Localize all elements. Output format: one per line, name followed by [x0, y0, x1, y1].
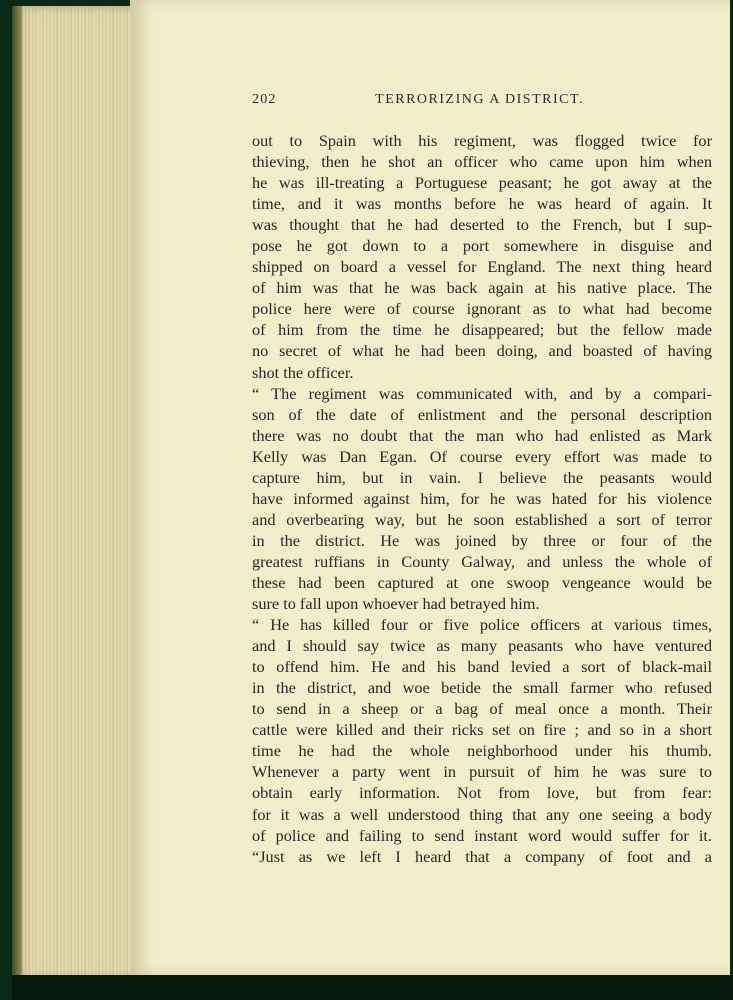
text-line: for it was a well understood thing that any one seeing a body	[252, 804, 712, 824]
text-line: was thought that he had deserted to the French, but I sup-	[252, 215, 712, 235]
text-line: pose he got down to a port somewhere in disguise and	[252, 236, 712, 256]
chapter-title: TERRORIZING A DISTRICT.	[375, 92, 584, 107]
text-line: he was ill-treating a Portuguese peasant; he got away at the	[252, 173, 712, 193]
page-number: 202	[252, 92, 277, 107]
text-line: greatest ruffians in County Galway, and unless the whole of	[252, 551, 712, 571]
page-edge-stack	[12, 6, 137, 978]
text-line: in the district. He was joined by three or four of the	[252, 530, 712, 550]
text-line: out to Spain with his regiment, was flogged twice for	[252, 131, 712, 150]
text-line: shipped on board a vessel for England. The next thing heard	[252, 257, 712, 277]
text-line: son of the date of enlistment and the personal description	[252, 404, 712, 424]
text-line: no secret of what he had been doing, and boasted of having	[252, 341, 712, 361]
text-line: of him was that he was back again at his native place. The	[252, 278, 712, 298]
running-head	[252, 92, 584, 114]
binding-shadow	[12, 6, 22, 978]
text-line: obtain early information. Not from love, but from fear:	[252, 783, 712, 803]
text-line: capture him, but in vain. I believe the peasants would	[252, 467, 712, 487]
body-text	[252, 130, 712, 867]
text-line: to offend him. He and his band levied a sort of black-mail	[252, 657, 712, 677]
text-line: thieving, then he shot an officer who came upon him when	[252, 152, 712, 172]
text-line: of him from the time he disappeared; but the fellow made	[252, 320, 712, 340]
text-line: of police and failing to send instant word would suffer for it.	[252, 825, 712, 845]
text-line: to send in a sheep or a bag of meal once a month. Their	[252, 699, 712, 719]
text-line: time he had the whole neighborhood under his thumb.	[252, 741, 712, 761]
bottom-shadow	[12, 975, 733, 1000]
text-line: sure to fall upon whoever had betrayed him.	[252, 594, 540, 614]
text-line: “ He has killed four or five police officers at various times,	[252, 615, 712, 635]
text-line: police here were of course ignorant as to what had become	[252, 299, 712, 319]
text-line: and overbearing way, but he soon established a sort of terror	[252, 509, 712, 529]
text-line: there was no doubt that the man who had enlisted as Mark	[252, 425, 712, 445]
text-line: time, and it was months before he was heard of again. It	[252, 194, 712, 214]
text-line: shot the officer.	[252, 362, 354, 382]
text-line: have informed against him, for he was hated for his violence	[252, 488, 712, 508]
text-line: and I should say twice as many peasants who have ventured	[252, 636, 712, 656]
text-line: “ The regiment was communicated with, and by a compari-	[252, 383, 712, 403]
text-line: cattle were killed and their ricks set on fire ; and so in a short	[252, 720, 712, 740]
text-line: in the district, and woe betide the small farmer who refused	[252, 678, 712, 698]
text-line: Kelly was Dan Egan. Of course every effort was made to	[252, 446, 712, 466]
text-line: “Just as we left I heard that a company of foot and a	[252, 846, 712, 866]
text-line: these had been captured at one swoop vengeance would be	[252, 572, 712, 592]
text-line: Whenever a party went in pursuit of him he was sure to	[252, 762, 712, 782]
